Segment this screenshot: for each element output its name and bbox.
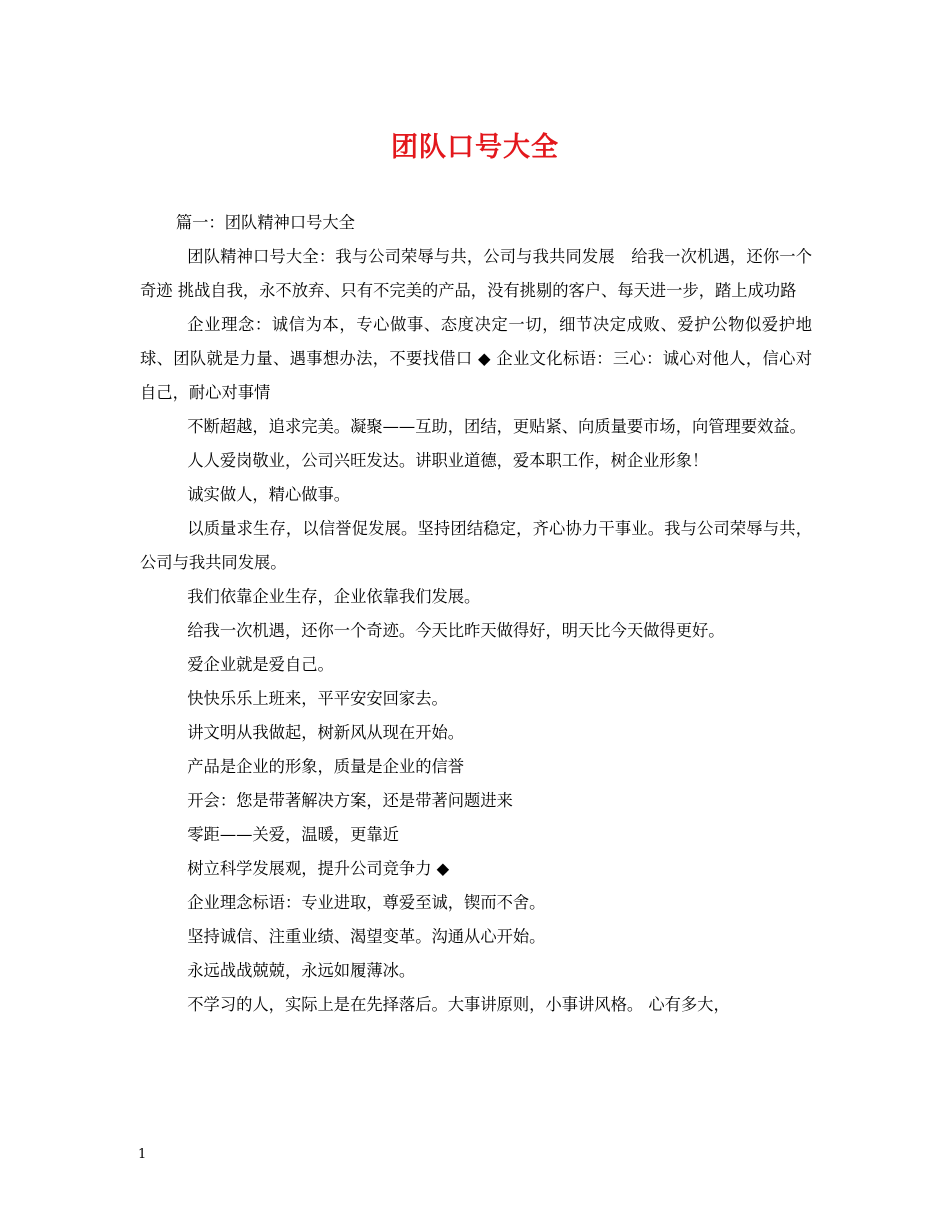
paragraph: 我们依靠企业生存，企业依靠我们发展。: [187, 587, 481, 606]
paragraph: 零距——关爱，温暖，更靠近: [187, 825, 399, 844]
paragraph: 讲文明从我做起，树新风从现在开始。: [187, 723, 465, 742]
paragraph: 不学习的人，实际上是在先择落后。大事讲原则，小事讲风格。 心有多大，: [187, 995, 730, 1014]
paragraph: 爱企业就是爱自己。: [187, 655, 334, 674]
paragraph: 给我一次机遇，还你一个奇迹。今天比昨天做得好，明天比今天做得更好。: [187, 621, 725, 640]
paragraph: 不断超越，追求完美。凝聚——互助，团结，更贴紧、向质量要市场，向管理要效益。: [187, 417, 806, 436]
paragraph: 团队精神口号大全：我与公司荣辱与共，公司与我共同发展 给我一次机遇，还你一个奇迹 挑战自我，永不放弃、只有不完美的产品，没有挑剔的客户、每天进一步，踏上成功路: [140, 247, 812, 300]
paragraph: 以质量求生存，以信誉促发展。坚持团结稳定，齐心协力干事业。我与公司荣辱与共，公司与我共同发展。: [140, 519, 812, 572]
paragraph: 坚持诚信、注重业绩、渴望变革。沟通从心开始。: [187, 927, 546, 946]
paragraph: 快快乐乐上班来，平平安安回家去。: [187, 689, 448, 708]
section-heading: 篇一：团队精神口号大全: [175, 213, 355, 232]
document-body: [140, 206, 812, 1022]
page-number: 1: [138, 1147, 147, 1162]
paragraph: 永远战战兢兢，永远如履薄冰。: [187, 961, 416, 980]
paragraph: 人人爱岗敬业，公司兴旺发达。讲职业道德，爱本职工作，树企业形象！: [187, 451, 709, 470]
paragraph: 企业理念标语：专业进取，尊爱至诚，锲而不舍。: [187, 893, 546, 912]
paragraph: 企业理念：诚信为本，专心做事、态度决定一切，细节决定成败、爱护公物似爱护地球、团队就是力量、遇事想办法，不要找借口 ◆ 企业文化标语：三心：诚心对他人，信心对自己，耐心对事情: [140, 315, 812, 402]
paragraph: 开会：您是带著解决方案，还是带著问题进来: [187, 791, 513, 810]
paragraph: 产品是企业的形象，质量是企业的信誉: [187, 757, 465, 776]
paragraph: 树立科学发展观，提升公司竞争力 ◆: [187, 859, 450, 878]
paragraph: 诚实做人，精心做事。: [187, 485, 351, 504]
document-title: 团队口号大全: [391, 132, 559, 163]
